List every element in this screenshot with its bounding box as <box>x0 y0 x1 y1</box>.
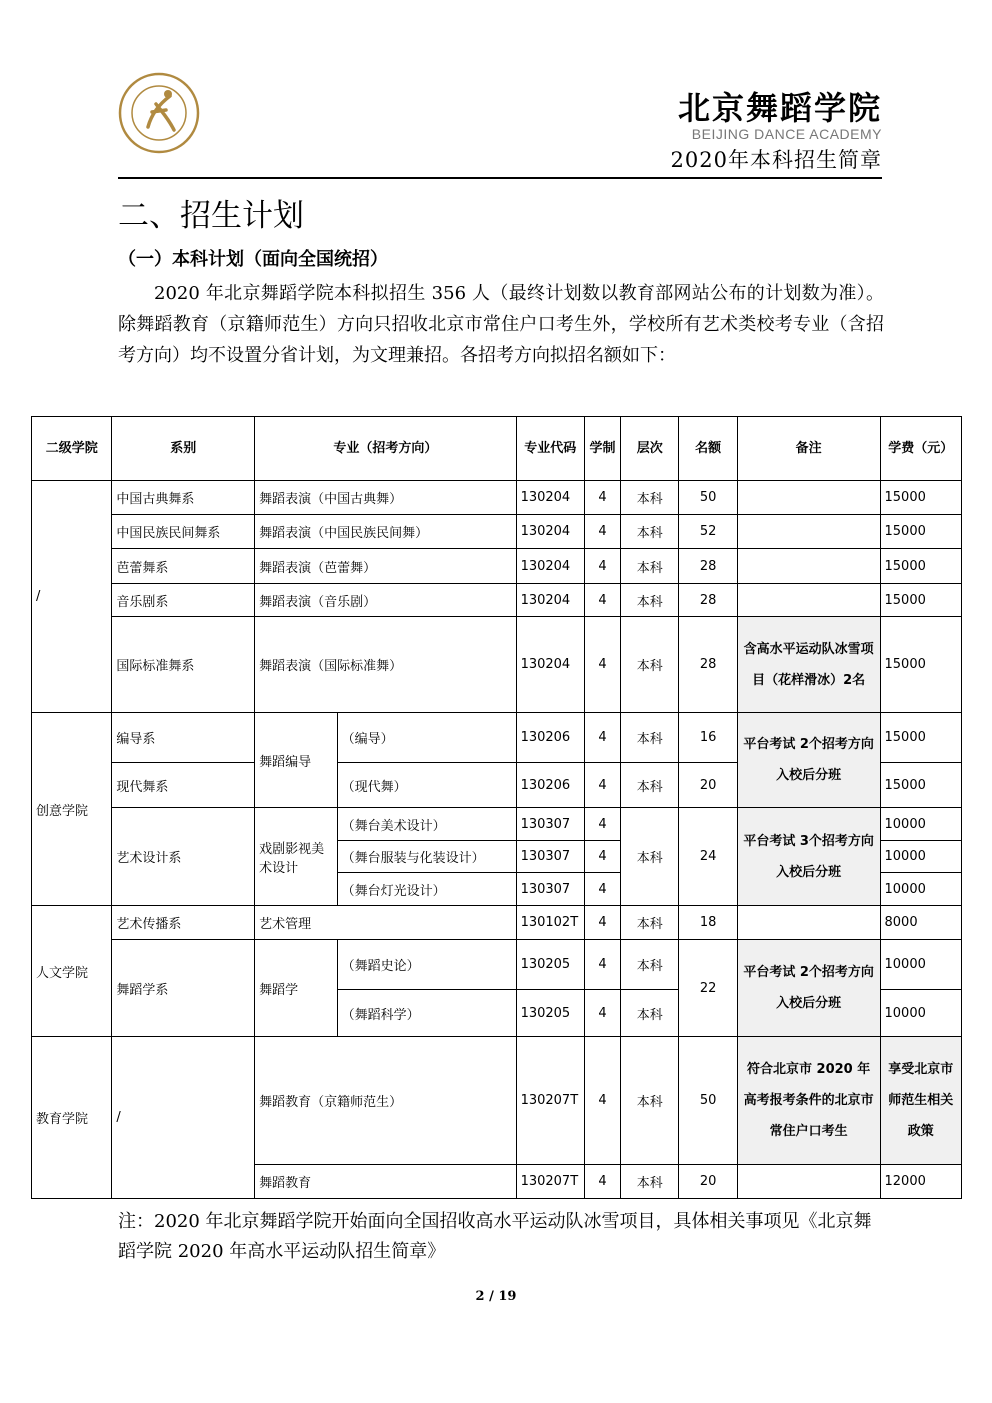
code-cell: 130102T <box>516 906 584 940</box>
dept-cell: 编导系 <box>112 713 255 763</box>
direction-cell: （编导） <box>337 713 516 763</box>
table-row <box>32 584 962 617</box>
major-cell: 舞蹈表演（音乐剧） <box>255 584 516 617</box>
remark-cell <box>737 584 880 617</box>
quota-cell: 24 <box>679 808 737 906</box>
level-cell: 本科 <box>621 481 679 515</box>
years-cell: 4 <box>584 481 620 515</box>
brand-name-cn: 北京舞蹈学院 <box>677 89 882 127</box>
dept-cell: 国际标准舞系 <box>112 617 255 713</box>
header-remark: 备注 <box>737 417 880 481</box>
dept-cell: 音乐剧系 <box>112 584 255 617</box>
dept-cell: 艺术设计系 <box>112 808 255 906</box>
remark-cell <box>737 481 880 515</box>
code-cell: 130307 <box>516 808 584 841</box>
dept-cell: 中国古典舞系 <box>112 481 255 515</box>
header-fee: 学费（元） <box>880 417 962 481</box>
fee-cell: 10000 <box>880 873 962 906</box>
remark-cell: 符合北京市 2020 年高考报考条件的北京市常住户口考生 <box>737 1037 880 1165</box>
code-cell: 130204 <box>516 481 584 515</box>
fee-cell: 10000 <box>880 808 962 841</box>
code-cell: 130206 <box>516 713 584 763</box>
major-cell: 舞蹈表演（国际标准舞） <box>255 617 516 713</box>
level-cell: 本科 <box>621 990 679 1037</box>
level-cell: 本科 <box>621 906 679 940</box>
college-cell: 人文学院 <box>32 906 112 1037</box>
header-level: 层次 <box>621 417 679 481</box>
dept-cell: / <box>112 1037 255 1199</box>
dept-cell: 中国民族民间舞系 <box>112 515 255 549</box>
direction-cell: （舞台美术设计） <box>337 808 516 841</box>
years-cell: 4 <box>584 617 620 713</box>
fee-cell: 15000 <box>880 549 962 584</box>
intro-paragraph: 2020 年北京舞蹈学院本科拟招生 356 人（最终计划数以教育部网站公布的计划数为准）。除舞蹈教育（京籍师范生）方向只招收北京市常住户口考生外，学校所有艺术类校考专业（含招考方向）均不设置分省计划，为文理兼招。各招考方向拟招名额如下： <box>118 283 884 366</box>
quota-cell: 50 <box>679 1037 737 1165</box>
level-cell: 本科 <box>621 515 679 549</box>
remark-cell <box>737 549 880 584</box>
code-cell: 130204 <box>516 549 584 584</box>
header-quota: 名额 <box>679 417 737 481</box>
footnote: 注：2020 年北京舞蹈学院开始面向全国招收高水平运动队冰雪项目，具体相关事项见《北京舞蹈学院 2020 年高水平运动队招生简章》 <box>118 1211 872 1262</box>
years-cell: 4 <box>584 873 620 906</box>
level-cell: 本科 <box>621 808 679 906</box>
academy-logo <box>118 72 200 154</box>
quota-cell: 50 <box>679 481 737 515</box>
enrollment-plan-table <box>31 416 962 1199</box>
code-cell: 130204 <box>516 584 584 617</box>
quota-cell: 18 <box>679 906 737 940</box>
table-row <box>32 617 962 713</box>
quota-cell: 20 <box>679 763 737 808</box>
years-cell: 4 <box>584 1165 620 1199</box>
quota-cell: 28 <box>679 617 737 713</box>
level-cell: 本科 <box>621 1165 679 1199</box>
quota-cell: 20 <box>679 1165 737 1199</box>
major-cell: 艺术管理 <box>255 906 516 940</box>
fee-cell: 15000 <box>880 515 962 549</box>
table-row <box>32 713 962 763</box>
remark-cell: 平台考试 2个招考方向 入校后分班 <box>737 940 880 1037</box>
header-years: 学制 <box>584 417 620 481</box>
quota-cell: 28 <box>679 584 737 617</box>
code-cell: 130206 <box>516 763 584 808</box>
table-row <box>32 906 962 940</box>
college-cell: 教育学院 <box>32 1037 112 1199</box>
code-cell: 130207T <box>516 1037 584 1165</box>
direction-cell: （舞台服装与化装设计） <box>337 841 516 873</box>
years-cell: 4 <box>584 808 620 841</box>
dept-cell: 艺术传播系 <box>112 906 255 940</box>
years-cell: 4 <box>584 549 620 584</box>
years-cell: 4 <box>584 940 620 990</box>
major-cell: 舞蹈表演（中国民族民间舞） <box>255 515 516 549</box>
remark-cell: 平台考试 3个招考方向 入校后分班 <box>737 808 880 906</box>
fee-cell: 8000 <box>880 906 962 940</box>
header-college: 二级学院 <box>32 417 112 481</box>
level-cell: 本科 <box>621 1037 679 1165</box>
level-cell: 本科 <box>621 584 679 617</box>
code-cell: 130207T <box>516 1165 584 1199</box>
quota-cell: 16 <box>679 713 737 763</box>
direction-cell: （现代舞） <box>337 763 516 808</box>
major-cell: 舞蹈教育（京籍师范生） <box>255 1037 516 1165</box>
code-cell: 130205 <box>516 940 584 990</box>
table-header-row <box>32 417 962 481</box>
major-cell: 舞蹈教育 <box>255 1165 516 1199</box>
dept-cell: 舞蹈学系 <box>112 940 255 1037</box>
code-cell: 130204 <box>516 617 584 713</box>
direction-cell: （舞台灯光设计） <box>337 873 516 906</box>
table-row <box>32 808 962 841</box>
code-cell: 130307 <box>516 873 584 906</box>
table-row <box>32 940 962 990</box>
page-number: 2 / 19 <box>475 1289 517 1304</box>
fee-cell: 15000 <box>880 617 962 713</box>
dept-cell: 芭蕾舞系 <box>112 549 255 584</box>
major-cell: 舞蹈学 <box>255 940 337 1037</box>
remark-cell <box>737 515 880 549</box>
fee-cell: 15000 <box>880 481 962 515</box>
level-cell: 本科 <box>621 549 679 584</box>
major-cell: 戏剧影视美术设计 <box>255 808 337 906</box>
years-cell: 4 <box>584 990 620 1037</box>
years-cell: 4 <box>584 841 620 873</box>
fee-cell: 15000 <box>880 763 962 808</box>
years-cell: 4 <box>584 584 620 617</box>
fee-cell: 享受北京市师范生相关政策 <box>880 1037 962 1165</box>
remark-cell <box>737 1165 880 1199</box>
years-cell: 4 <box>584 713 620 763</box>
code-cell: 130205 <box>516 990 584 1037</box>
brand-name-en: BEIJING DANCE ACADEMY <box>691 126 882 142</box>
fee-cell: 12000 <box>880 1165 962 1199</box>
table-row <box>32 515 962 549</box>
code-cell: 130307 <box>516 841 584 873</box>
major-cell: 舞蹈编导 <box>255 713 337 808</box>
years-cell: 4 <box>584 515 620 549</box>
header-major: 专业（招考方向） <box>255 417 516 481</box>
fee-cell: 15000 <box>880 584 962 617</box>
quota-cell: 52 <box>679 515 737 549</box>
remark-cell <box>737 906 880 940</box>
major-cell: 舞蹈表演（中国古典舞） <box>255 481 516 515</box>
quota-cell: 28 <box>679 549 737 584</box>
major-cell: 舞蹈表演（芭蕾舞） <box>255 549 516 584</box>
years-cell: 4 <box>584 763 620 808</box>
direction-cell: （舞蹈科学） <box>337 990 516 1037</box>
college-cell: / <box>32 481 112 713</box>
quota-cell: 22 <box>679 940 737 1037</box>
remark-cell: 平台考试 2个招考方向 入校后分班 <box>737 713 880 808</box>
college-cell: 创意学院 <box>32 713 112 906</box>
fee-cell: 10000 <box>880 841 962 873</box>
level-cell: 本科 <box>621 940 679 990</box>
section-title: 二、招生计划 <box>118 198 304 234</box>
brochure-title: 2020年本科招生简章 <box>670 148 882 172</box>
table-row <box>32 481 962 515</box>
direction-cell: （舞蹈史论） <box>337 940 516 990</box>
fee-cell: 10000 <box>880 940 962 990</box>
remark-cell: 含高水平运动队冰雪项目（花样滑冰）2名 <box>737 617 880 713</box>
level-cell: 本科 <box>621 713 679 763</box>
level-cell: 本科 <box>621 763 679 808</box>
brand-block <box>620 90 882 174</box>
sub-title: （一）本科计划（面向全国统招） <box>118 249 388 270</box>
fee-cell: 15000 <box>880 713 962 763</box>
level-cell: 本科 <box>621 617 679 713</box>
fee-cell: 10000 <box>880 990 962 1037</box>
dept-cell: 现代舞系 <box>112 763 255 808</box>
header-divider <box>118 177 882 179</box>
header-code: 专业代码 <box>516 417 584 481</box>
code-cell: 130204 <box>516 515 584 549</box>
table-row <box>32 1037 962 1165</box>
years-cell: 4 <box>584 906 620 940</box>
table-row <box>32 549 962 584</box>
header-dept: 系别 <box>112 417 255 481</box>
years-cell: 4 <box>584 1037 620 1165</box>
